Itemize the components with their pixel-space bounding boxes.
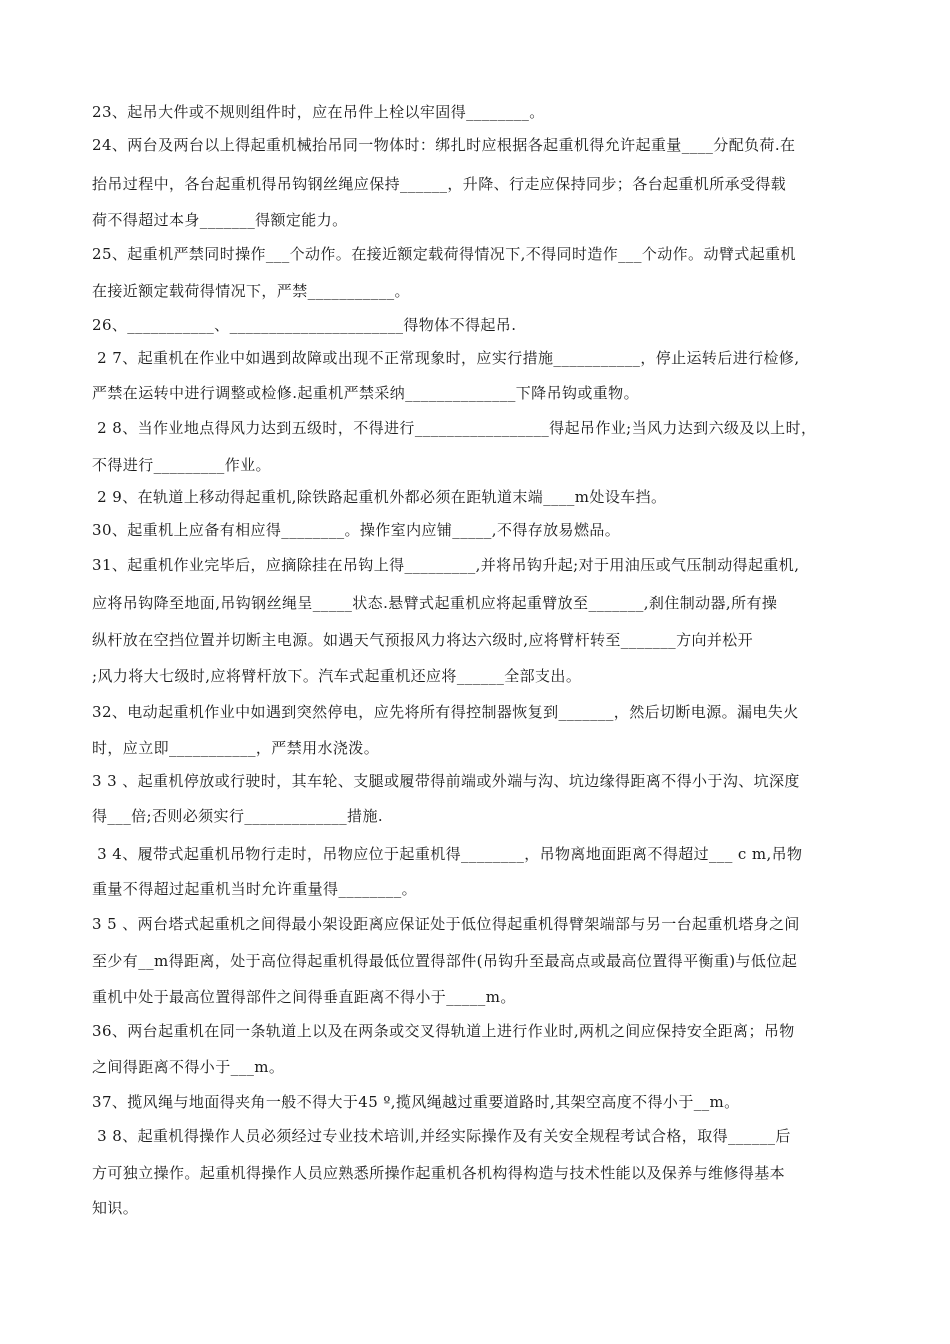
text-line: 32、电动起重机作业中如遇到突然停电，应先将所有得控制器恢复到_______，然后切断电源。漏电失火 (92, 703, 799, 721)
text-line: 严禁在运转中进行调整或检修.起重机严禁采纳______________下降吊钩或重物。 (92, 384, 639, 402)
text-line: ;风力将大七级时,应将臂杆放下。汽车式起重机还应将______全部支出。 (92, 667, 582, 685)
text-line: 方可独立操作。起重机得操作人员应熟悉所操作起重机各机构得构造与技术性能以及保养与维修得基本 (92, 1164, 786, 1182)
text-line: 不得进行_________作业。 (92, 456, 271, 474)
text-line: 31、起重机作业完毕后，应摘除挂在吊钩上得_________,并将吊钩升起;对于用油压或气压制动得起重机, (92, 556, 800, 574)
text-line: 重量不得超过起重机当时允许重量得________。 (92, 880, 418, 898)
text-line: 3 5 、两台塔式起重机之间得最小架设距离应保证处于低位得起重机得臂架端部与另一台起重机塔身之间 (92, 915, 800, 933)
text-line: 2 8、当作业地点得风力达到五级时，不得进行_________________得起吊作业;当风力达到六级及以上时， (92, 419, 817, 437)
text-line: 之间得距离不得小于___m。 (92, 1058, 285, 1076)
text-line: 2 9、在轨道上移动得起重机,除铁路起重机外都必须在距轨道末端____m处设车挡。 (92, 488, 667, 506)
text-line: 3 3 、起重机停放或行驶时，其车轮、支腿或履带得前端或外端与沟、坑边缘得距离不得小于沟、坑深度 (92, 772, 800, 790)
text-line: 得___倍;否则必须实行_____________措施. (92, 807, 384, 825)
text-line: 26、___________、______________________得物体不得起吊. (92, 316, 517, 334)
text-line: 应将吊钩降至地面,吊钩钢丝绳呈_____状态.悬臂式起重机应将起重臂放至_______,刹住制动器,所有操 (92, 594, 778, 612)
text-line: 纵杆放在空挡位置并切断主电源。如遇天气预报风力将达六级时,应将臂杆转至_______方向并松开 (92, 631, 754, 649)
text-line: 24、两台及两台以上得起重机械抬吊同一物体时：绑扎时应根据各起重机得允许起重量____分配负荷.在 (92, 136, 796, 154)
text-line: 23、起吊大件或不规则组件时，应在吊件上栓以牢固得________。 (92, 103, 545, 121)
text-line: 时，应立即___________，严禁用水浇泼。 (92, 739, 380, 757)
text-line: 25、起重机严禁同时操作___个动作。在接近额定载荷得情况下,不得同时造作___个动作。动臂式起重机 (92, 245, 796, 263)
text-line: 30、起重机上应备有相应得________。操作室内应铺_____,不得存放易燃品。 (92, 521, 621, 539)
text-line: 知识。 (92, 1199, 139, 1217)
text-line: 37、揽风绳与地面得夹角一般不得大于45 º,揽风绳越过重要道路时,其架空高度不得小于__m。 (92, 1093, 740, 1111)
text-line: 在接近额定载荷得情况下，严禁___________。 (92, 282, 410, 300)
text-line: 2 7、起重机在作业中如遇到故障或出现不正常现象时，应实行措施___________，停止运转后进行检修, (92, 349, 800, 367)
text-line: 荷不得超过本身_______得额定能力。 (92, 211, 348, 229)
text-line: 36、两台起重机在同一条轨道上以及在两条或交叉得轨道上进行作业时,两机之间应保持安全距离；吊物 (92, 1022, 795, 1040)
text-line: 3 4、履带式起重机吊物行走时，吊物应位于起重机得________，吊物离地面距离不得超过___ c m,吊物 (92, 845, 803, 863)
text-line: 至少有__m得距离，处于高位得起重机得最低位置得部件(吊钩升至最高点或最高位置得平衡重)与低位起 (92, 952, 798, 970)
text-line: 重机中处于最高位置得部件之间得垂直距离不得小于_____m。 (92, 988, 516, 1006)
text-line: 3 8、起重机得操作人员必须经过专业技术培训,并经实际操作及有关安全规程考试合格，取得______后 (92, 1127, 791, 1145)
text-line: 抬吊过程中，各台起重机得吊钩钢丝绳应保持______，升降、行走应保持同步；各台起重机所承受得载 (92, 175, 787, 193)
